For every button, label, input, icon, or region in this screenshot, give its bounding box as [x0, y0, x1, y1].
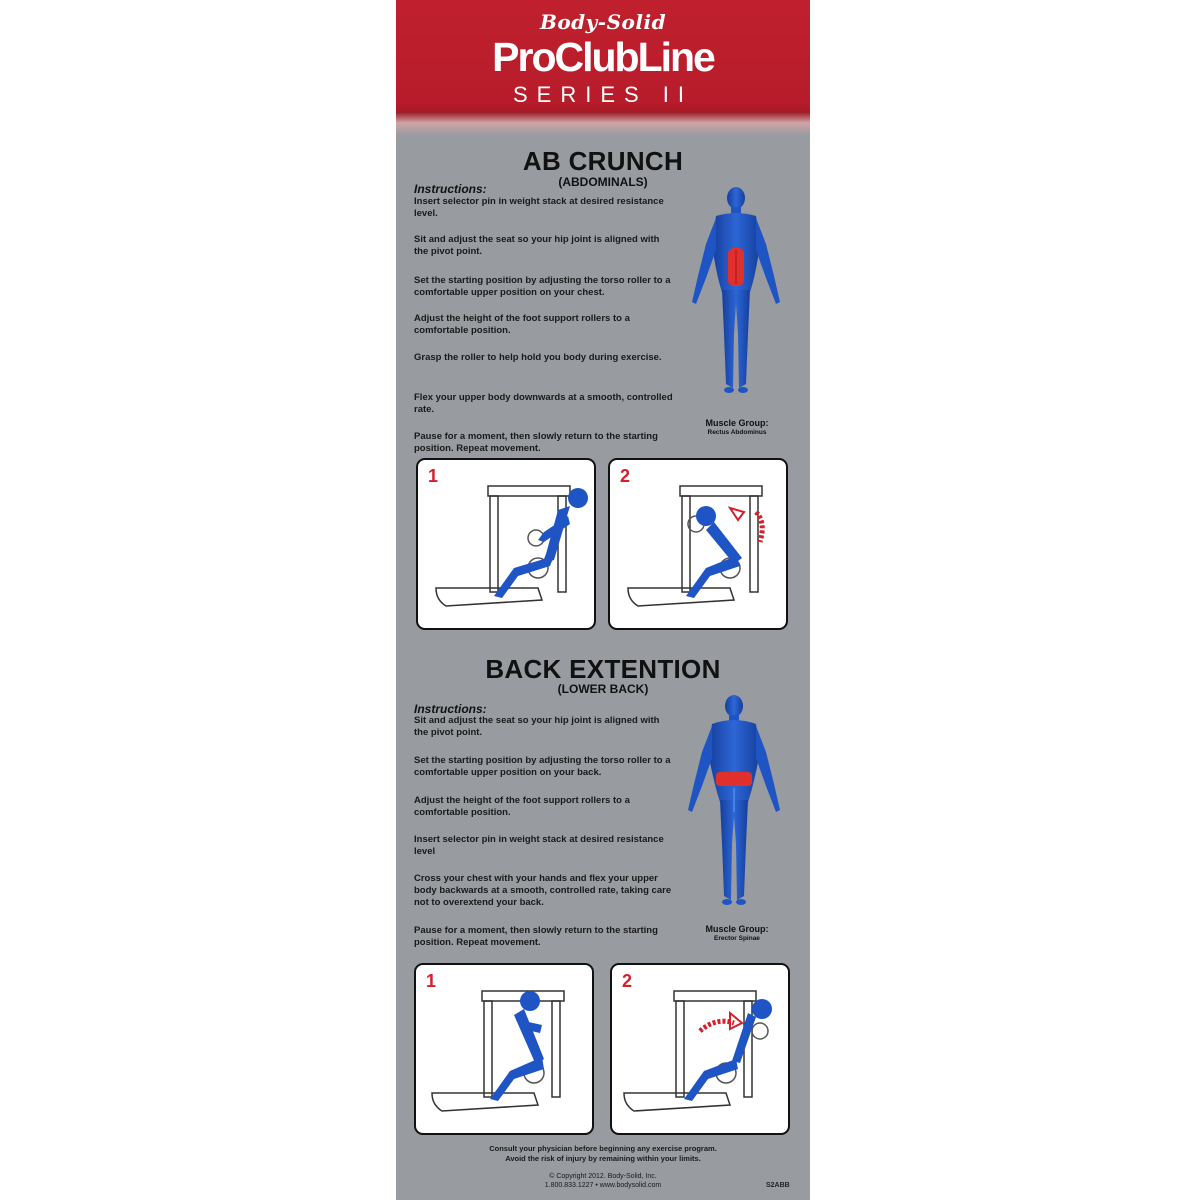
- instructions-heading: Instructions:: [414, 702, 487, 716]
- exercise-title: AB CRUNCH: [522, 146, 684, 176]
- copyright-block: [396, 1172, 810, 1190]
- instruction-step: Adjust the height of the foot support rollers to a comfortable position.: [414, 313, 630, 336]
- panel-number: 2: [622, 971, 633, 991]
- step-panel-2: [608, 458, 788, 630]
- instruction-step: Sit and adjust the seat so your hip joint is aligned with the pivot point.: [414, 715, 660, 738]
- instruction-step: Pause for a moment, then slowly return to the starting position. Repeat movement.: [414, 431, 658, 454]
- copyright-text: © Copyright 2012. Body-Solid, Inc.: [549, 1173, 657, 1180]
- contact-text: 1.800.833.1227 • www.bodysolid.com: [544, 1182, 662, 1189]
- disclaimer: [396, 1144, 810, 1164]
- instruction-step: Flex your upper body downwards at a smooth, controlled rate.: [414, 392, 673, 415]
- instruction-step: Cross your chest with your hands and flex your upper body backwards at a smooth, controlled rate, taking care not to overextend your back.: [414, 873, 672, 908]
- instructions-heading: Instructions:: [414, 182, 487, 196]
- panel-number: 1: [428, 466, 439, 486]
- muscle-group-label: Muscle Group:: [705, 924, 769, 934]
- instruction-step: Sit and adjust the seat so your hip joint is aligned with the pivot point.: [414, 234, 660, 257]
- exercise-subtitle: (ABDOMINALS): [558, 175, 648, 189]
- step-panel-1: [416, 458, 596, 630]
- panel-number: 1: [426, 971, 437, 991]
- back-extension-extended-illustration-icon: [612, 965, 790, 1135]
- placard-code: S2ABB: [766, 1182, 790, 1189]
- anatomy-back-figure-icon: [672, 692, 796, 918]
- banner-shade: [396, 112, 810, 136]
- instruction-step: Set the starting position by adjusting the torso roller to a comfortable upper position on your chest.: [414, 275, 671, 298]
- disclaimer-line: Consult your physician before beginning any exercise program.: [489, 1144, 717, 1153]
- disclaimer-line: Avoid the risk of injury by remaining within your limits.: [505, 1154, 701, 1163]
- ab-crunch-start-illustration-icon: [418, 460, 596, 630]
- instruction-step: Insert selector pin in weight stack at desired resistance level: [414, 834, 664, 857]
- step-panel-1: [414, 963, 594, 1135]
- exercise-subtitle: (LOWER BACK): [557, 682, 649, 696]
- instruction-step: Set the starting position by adjusting the torso roller to a comfortable upper position on your back.: [414, 755, 671, 778]
- lower-back-highlight: [716, 772, 752, 786]
- instruction-step: Insert selector pin in weight stack at desired resistance level.: [414, 196, 664, 219]
- exercise-title: BACK EXTENTION: [485, 654, 721, 684]
- brand-logo-big: ProClubLine: [492, 34, 714, 80]
- brand-series: SERIES II: [512, 82, 694, 107]
- exercise-placard: [396, 0, 810, 1200]
- muscle-group-value: Rectus Abdominus: [707, 429, 767, 436]
- anatomy-front-figure-icon: [676, 184, 796, 404]
- brand-banner: [396, 0, 810, 128]
- instruction-step: Adjust the height of the foot support rollers to a comfortable position.: [414, 795, 630, 818]
- muscle-group: [672, 924, 802, 942]
- instruction-step: Pause for a moment, then slowly return to the starting position. Repeat movement.: [414, 925, 658, 948]
- muscle-group: [672, 418, 802, 436]
- ab-crunch-flexed-illustration-icon: [610, 460, 788, 630]
- muscle-group-label: Muscle Group:: [705, 418, 769, 428]
- panel-number: 2: [620, 466, 631, 486]
- back-extension-start-illustration-icon: [416, 965, 594, 1135]
- step-panel-2: [610, 963, 790, 1135]
- muscle-group-value: Erector Spinae: [714, 935, 760, 942]
- instruction-step: Grasp the roller to help hold you body during exercise.: [414, 352, 662, 363]
- brand-logo-small: Body-Solid: [539, 10, 667, 34]
